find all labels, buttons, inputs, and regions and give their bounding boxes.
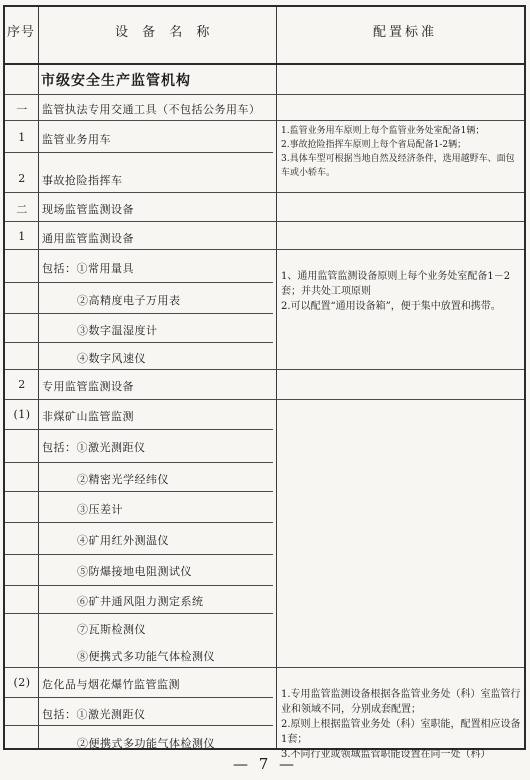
row-name: ⑧便携式多功能气体检测仪 [77,650,215,663]
standard-line: 3.不同行业或领域监管职能设置在同一处（科） [281,749,491,760]
row-name: ②精密光学经纬仪 [77,473,169,486]
header-standard: 配置标准 [373,25,438,40]
row-rule [5,554,273,555]
row-rule [5,249,524,250]
row-name: ②便携式多功能气体检测仪 [77,737,215,750]
row-rule [5,94,524,95]
row-name: 监管业务用车 [42,133,111,146]
row-name: ②高精度电子万用表 [77,294,181,307]
row-rule [5,313,273,314]
row-rule [5,399,524,400]
row-rule [5,221,524,222]
row-rule [5,522,273,523]
row-number: 一 [16,103,28,116]
row-number: (2) [13,676,31,689]
row-rule [5,725,273,726]
row-rule [5,429,273,430]
standard-special [281,687,521,762]
header-rule [5,63,524,65]
standard-line: 3.具体车型可根据当地自然及经济条件，选用越野车、面包车或小轿车。 [281,154,515,178]
row-name: ④数字风速仪 [77,352,146,365]
row-rule [5,667,524,668]
col-divider-name [276,7,277,748]
header-num: 序号 [7,25,36,40]
row-name: 监管执法专用交通工具（不包括公务用车） [42,103,261,116]
row-name: 现场监管监测设备 [42,203,134,216]
row-number: 二 [16,203,28,216]
row-number: 2 [18,378,26,391]
page-number: — 7 — [232,755,298,773]
row-rule [5,369,524,370]
row-rule [5,613,273,614]
header-name: 设 备 名 称 [115,25,215,40]
row-rule [5,152,273,153]
row-rule [5,462,273,463]
row-name: 包括：①常用量具 [42,262,134,275]
row-rule [5,120,524,121]
equipment-table [3,5,526,760]
standard-line: 1.监管业务用车原则上每个监管业务处室配备1辆； [281,126,485,136]
standard-general [281,269,521,314]
row-name: 危化品与烟花爆竹监管监测 [42,678,180,691]
standard-line: 2.事故抢险指挥车原则上每个省局配备1-2辆； [281,140,467,150]
row-name: ④矿用红外测温仪 [77,534,169,547]
row-name: 非煤矿山监管监测 [42,410,134,423]
standard-line: 2.可以配置“通用设备箱”，便于集中放置和携带。 [281,301,501,312]
standard-line: 1.专用监管监测设备根据各监管业务处（科）室监管行业和领域不同，分别成套配置； [281,689,521,715]
row-rule [5,192,524,193]
row-name: 通用监管监测设备 [42,232,134,245]
row-number: 2 [18,172,26,185]
row-name: 包括：①激光测距仪 [42,708,146,721]
row-rule [5,342,273,343]
standard-line: 2.原则上根据监管业务处（科）室职能，配置相应设备1套； [281,719,521,745]
standard-vehicles [281,124,521,180]
section-title: 市级安全生产监管机构 [41,73,191,89]
row-name: 包括：①激光测距仪 [42,441,146,454]
row-name: 专用监管监测设备 [42,380,134,393]
standard-line: 1、通用监管监测设备原则上每个业务处室配备1－2套；并共处工项原则 [281,271,511,297]
row-name: ⑦瓦斯检测仪 [77,623,146,636]
row-number: 1 [18,131,26,144]
row-rule [5,697,273,698]
row-name: ⑤防爆接地电阻测试仪 [77,565,192,578]
row-number: (1) [13,408,31,421]
row-number: 1 [18,230,26,243]
row-rule [5,585,273,586]
row-rule [5,491,273,492]
row-name: 事故抢险指挥车 [42,174,123,187]
row-rule [5,282,273,283]
row-name: ⑥矿井通风阻力测定系统 [77,595,204,608]
row-name: ③压差计 [77,503,123,516]
row-name: ③数字温湿度计 [77,324,158,337]
